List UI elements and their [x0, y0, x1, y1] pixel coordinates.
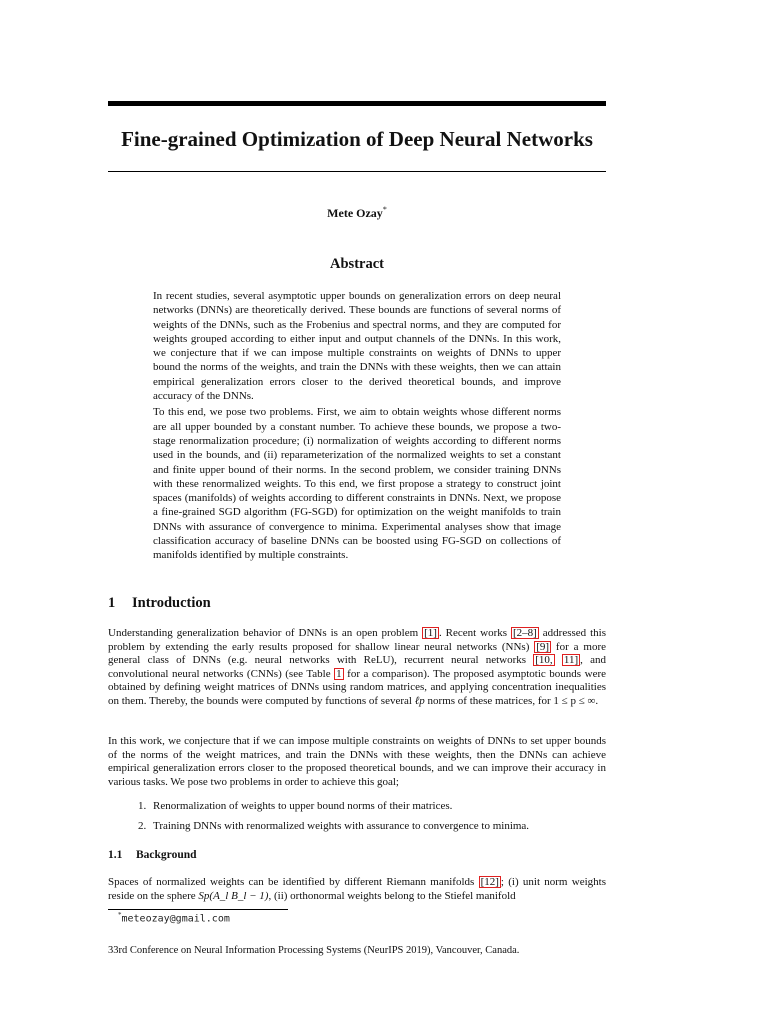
math-inline: Sp(A_l B_l − 1)	[198, 889, 269, 902]
author-line	[108, 205, 606, 221]
table-reference-link[interactable]: 1	[336, 667, 342, 680]
section-heading-introduction	[108, 595, 211, 612]
footnote-mark: *	[118, 911, 122, 919]
list-number: 2.	[138, 819, 147, 832]
footnote	[118, 911, 230, 924]
citation-link[interactable]: 11]	[563, 654, 579, 666]
text-run: , (ii) orthonormal weights belong to the Stiefel manifold	[268, 889, 516, 902]
intro-paragraph-2	[108, 735, 606, 789]
intro-paragraph-1	[108, 627, 606, 708]
background-paragraph	[108, 876, 606, 903]
list-item-text: Renormalization of weights to upper bound norms of their matrices.	[153, 800, 453, 812]
abstract-body	[153, 289, 561, 565]
paragraph-text: In this work, we conjecture that if we can impose multiple constraints on weights of DNNs to set upper bounds of the norms of the weight matrices, and train the DNNs with these weights, then the DNNs can achieve empirical generalization errors closer to the proposed theoretical bounds, and we can improve their accuracy in various tasks. We pose two problems in order to achieve this goal;	[108, 735, 606, 788]
citation-link[interactable]: [1]	[424, 627, 437, 639]
list-item-text: Training DNNs with renormalized weights with assurance to convergence to minima.	[153, 819, 530, 832]
list-item	[138, 820, 606, 834]
section-number: 1	[108, 595, 116, 611]
title-bottom-rule	[108, 171, 606, 172]
subsection-title: Background	[136, 849, 197, 861]
text-run: Spaces of normalized weights can be identified by different Riemann manifolds	[108, 876, 479, 888]
text-run: addressed this problem by extending the early results proposed for shallow linear neural networks (NNs)	[108, 627, 606, 653]
list-number: 1.	[138, 800, 147, 812]
math-inline: ℓp	[414, 694, 425, 707]
abstract-paragraph-1: In recent studies, several asymptotic upper bounds on generalization errors on deep neural networks (DNNs) are theoretically derived. These bounds are functions of several norms of weights of the DNNs, such as the Frobenius and spectral norms, and they are computed for weights grouped according to either input and output channels of the DNNs. In this work, we conjecture that if we can impose multiple constraints on weights of DNNs to upper bound the norms of the weights, and train the DNNs with these weights, then we can attain empirical generalization errors closer to the derived theoretical bounds, and improve accuracy of the DNNs.	[153, 290, 561, 403]
subsection-heading-background	[108, 849, 197, 861]
venue-footer: 33rd Conference on Neural Information Processing Systems (NeurIPS 2019), Vancouver, Canada.	[108, 945, 520, 956]
text-run: ; (i) unit norm weights reside on the sphere	[108, 876, 606, 902]
footnote-rule	[108, 909, 288, 910]
math-inline: 1 ≤ p ≤ ∞	[553, 694, 596, 707]
paper-title: Fine-grained Optimization of Deep Neural Networks	[121, 127, 593, 151]
subsection-number: 1.1	[108, 849, 123, 861]
abstract-heading: Abstract	[330, 256, 384, 272]
text-run: for a more general class of DNNs (e.g. neural networks with ReLU), recurrent neural networks	[108, 640, 606, 666]
text-run: Understanding generalization behavior of DNNs is an open problem	[108, 627, 423, 639]
text-run: norms of these matrices, for	[424, 694, 554, 707]
text-run: , and convolutional neural networks (CNNs) (see Table	[108, 654, 607, 680]
citation-link[interactable]: [10,	[535, 654, 553, 666]
list-item	[138, 800, 606, 814]
citation-link[interactable]: [9]	[536, 640, 550, 653]
text-run: . Recent works	[438, 627, 511, 639]
citation-link[interactable]: [12]	[480, 876, 499, 888]
text-run: .	[595, 694, 599, 707]
text-run: for a comparison). The proposed asymptotic bounds were obtained by defining weight matrices of DNNs using random matrices, and applying concentration inequalities on them. Thereby, the bounds were computed by functions of several	[108, 667, 606, 707]
author-footnote-mark[interactable]: *	[382, 205, 387, 214]
title-top-rule	[108, 101, 606, 106]
abstract-paragraph-2: To this end, we pose two problems. First, we aim to obtain weights whose different norms are all upper bounded by a constant number. To achieve these bounds, we propose a two-stage renormalization procedure; (i) normalization of weights according to different norms used in the bounds, and (ii) reparameterization of the normalized weights to set a constant and finite upper bound of their norms. In the second problem, we consider training DNNs with these renormalized weights. To this end, we first propose a strategy to construct joint spaces (manifolds) of weights according to different constraints in DNNs. Next, we propose a fine-grained SGD algorithm (FG-SGD) for optimization on the weight manifolds to train DNNs with assurance of convergence to minima. Experimental analyses show that image classification accuracy of baseline DNNs can be boosted using FG-SGD on collections of manifolds identified by multiple constraints.	[153, 406, 561, 562]
author-name: Mete Ozay	[327, 206, 383, 220]
problem-list	[138, 800, 606, 839]
section-title: Introduction	[132, 595, 211, 611]
footnote-email[interactable]: meteozay@gmail.com	[121, 913, 230, 925]
citation-link[interactable]: [2–8]	[513, 627, 537, 639]
